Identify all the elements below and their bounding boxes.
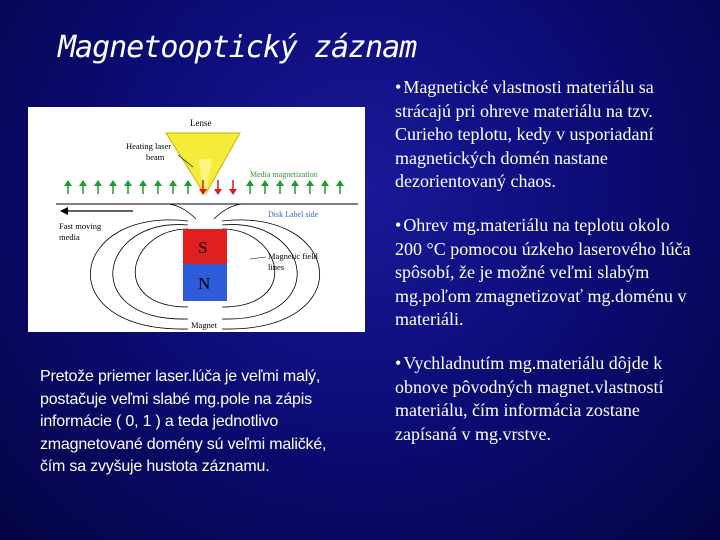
magnetooptic-diagram	[28, 107, 365, 332]
laser-label-1: Heating laser	[126, 141, 172, 151]
bullet-list	[395, 76, 700, 466]
lense-label: Lense	[190, 118, 212, 128]
fast-moving-label-1: Fast moving	[59, 221, 102, 231]
bullet-dot-icon: •	[395, 77, 402, 97]
laser-label-2: beam	[146, 152, 165, 162]
bullet-text: Vychladnutím mg.materiálu dôjde k obnove pôvodných magnet.vlastností materiálu, čím informácia zostane zapísaná v mg.vrstve.	[395, 352, 664, 444]
bullet-item	[395, 76, 700, 194]
south-label: S	[198, 238, 208, 257]
diagram-svg	[28, 107, 365, 332]
magnet-label: Magnet	[191, 320, 217, 330]
media-magnetization-label: Media magnetization	[250, 170, 318, 179]
slide-title: Magnetooptický záznam	[58, 30, 417, 65]
field-label-pointer	[250, 257, 266, 259]
magnetic-field-label-2: lines	[268, 262, 285, 272]
diagram-caption: Pretože priemer laser.lúča je veľmi malý, postačuje veľmi slabé mg.pole na zápis informácie ( 0, 1 ) a teda jednotlivo zmagnetované domény sú veľmi maličké, čím sa zvyšuje hustota záznamu.	[40, 368, 327, 475]
bullet-text: Ohrev mg.materiálu na teplotu okolo 200 °C pomocou úzkeho laserového lúča spôsobí, že je možné veľmi slabým mg.poľom zmagnetizovať mg.doménu v materiáli.	[395, 214, 691, 330]
bullet-item	[395, 214, 700, 332]
bullet-item	[395, 352, 700, 446]
motion-arrow-head	[60, 207, 68, 215]
disk-label-side-label: Disk Label side	[268, 210, 319, 219]
arrows-left	[64, 180, 192, 194]
arrows-right	[246, 180, 344, 194]
fast-moving-label-2: media	[59, 232, 80, 242]
bullet-dot-icon: •	[395, 214, 402, 235]
north-label: N	[198, 274, 211, 293]
bullet-dot-icon: •	[395, 352, 402, 373]
magnetic-field-label-1: Magnetic field	[268, 251, 318, 261]
bullet-text: Magnetické vlastnosti materiálu sa strácajú pri ohreve materiálu na tzv. Curieho teplotu, kedy v usporiadaní magnetických domén nastane dezorientovaný chaos.	[395, 77, 654, 192]
